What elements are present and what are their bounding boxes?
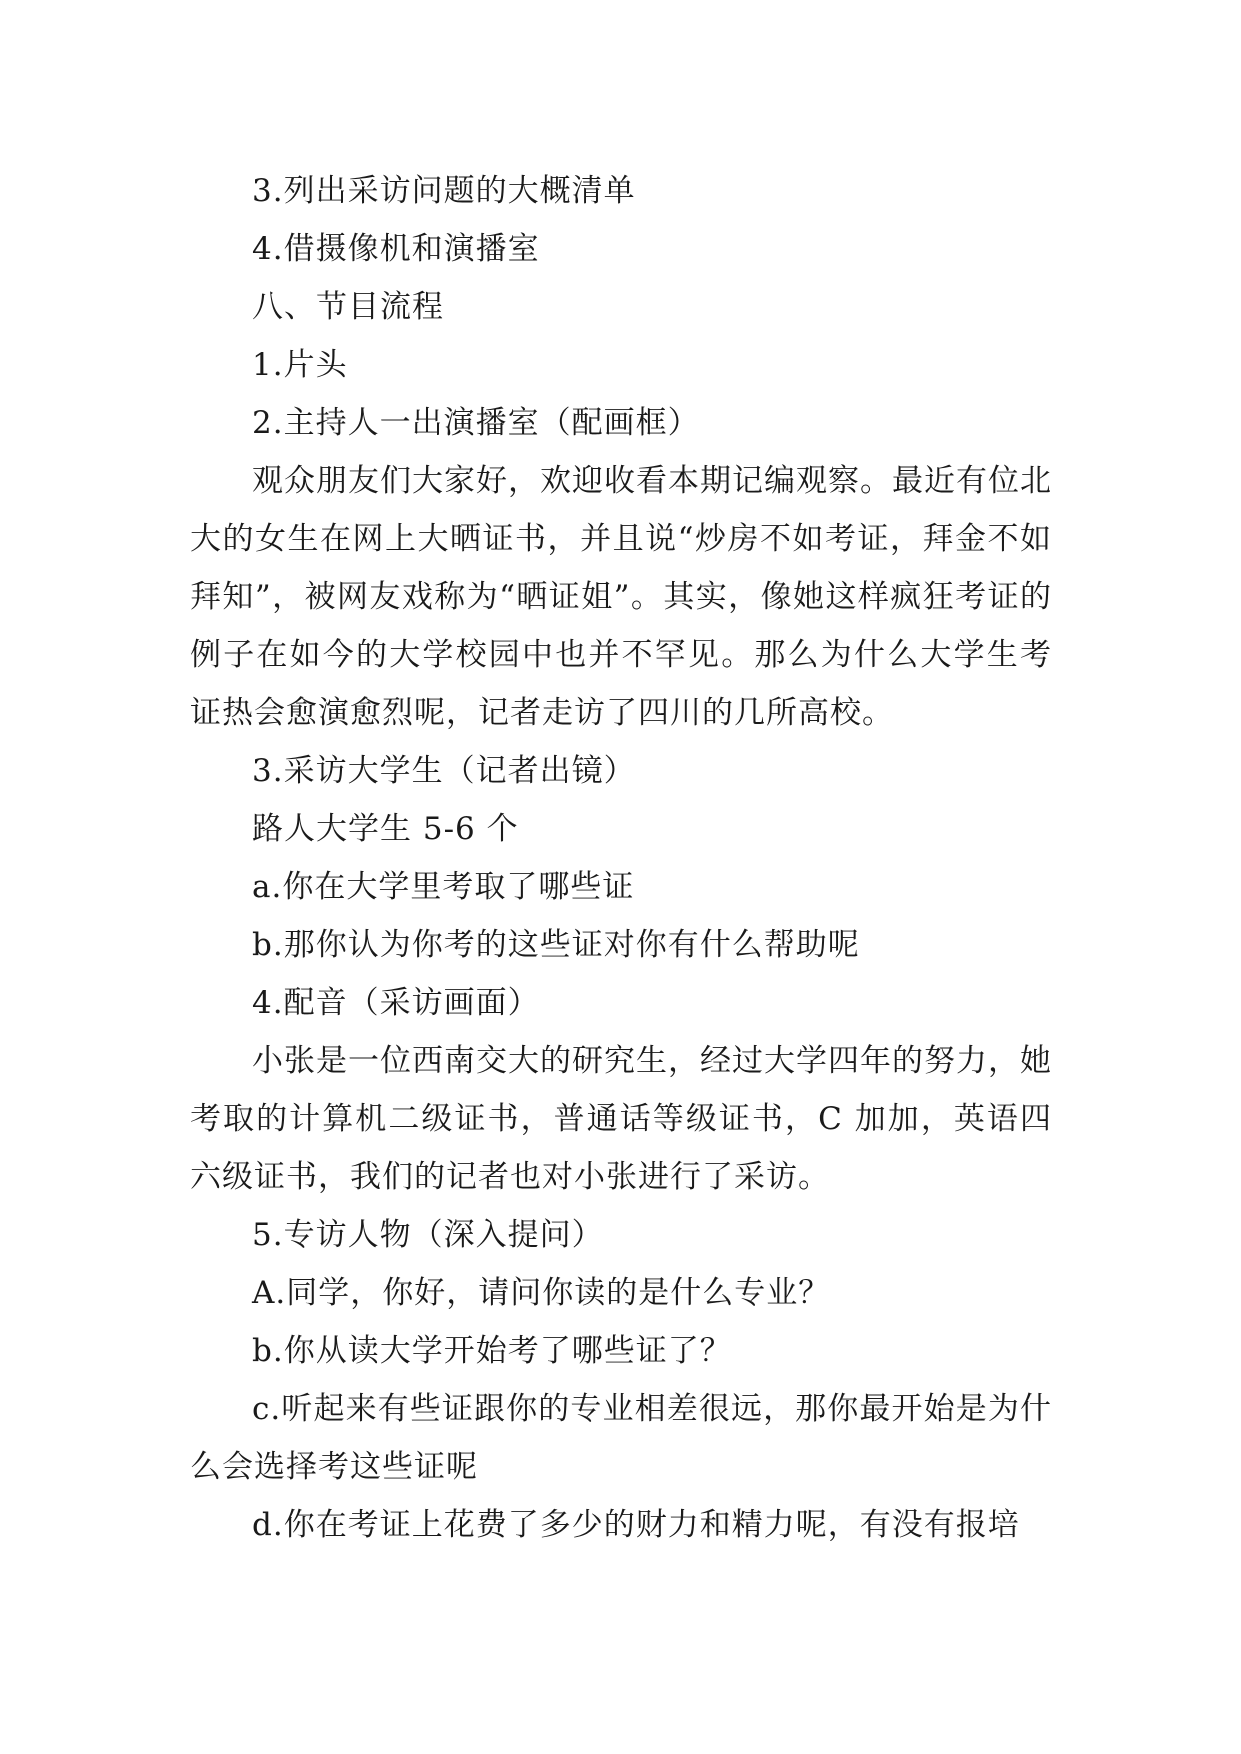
paragraph-flow-4: 4.配音（采访画面） xyxy=(252,985,540,1021)
paragraph-flow-1: 1.片头 xyxy=(252,347,348,383)
paragraph-interview-d: d.你在考证上花费了多少的财力和精力呢，有没有报培 xyxy=(252,1507,1020,1543)
paragraph-prep-3: 3.列出采访问题的大概清单 xyxy=(252,173,636,209)
paragraph-host-script: 观众朋友们大家好，欢迎收看本期记编观察。最近有位北大的女生在网上大晒证书，并且说“炒房不如考证，拜金不如拜知”，被网友戏称为“晒证姐”。其实，像她这样疯狂考证的例子在如今的大学校园中也并不罕见。那么为什么大学生考证热会愈演愈烈呢，记者走访了四川的几所高校。 xyxy=(190,463,1052,731)
paragraph-flow-2: 2.主持人一出演播室（配画框） xyxy=(252,405,700,441)
section-heading-program-flow: 八、节目流程 xyxy=(252,289,444,325)
paragraph-flow-5: 5.专访人物（深入提问） xyxy=(252,1217,604,1253)
paragraph-question-b: b.那你认为你考的这些证对你有什么帮助呢 xyxy=(252,927,860,963)
paragraph-interview-b: b.你从读大学开始考了哪些证了？ xyxy=(252,1333,732,1369)
paragraph-passersby: 路人大学生 5-6 个 xyxy=(252,811,519,847)
paragraph-voiceover-script: 小张是一位西南交大的研究生，经过大学四年的努力，她考取的计算机二级证书，普通话等级证书，C 加加，英语四六级证书，我们的记者也对小张进行了采访。 xyxy=(190,1043,1052,1195)
paragraph-interview-c: c.听起来有些证跟你的专业相差很远，那你最开始是为什么会选择考这些证呢 xyxy=(190,1391,1052,1485)
paragraph-prep-4: 4.借摄像机和演播室 xyxy=(252,231,540,267)
document-body xyxy=(190,162,1052,1554)
paragraph-interview-a: A.同学，你好，请问你读的是什么专业？ xyxy=(252,1275,831,1311)
paragraph-flow-3: 3.采访大学生（记者出镜） xyxy=(252,753,636,789)
paragraph-question-a: a.你在大学里考取了哪些证 xyxy=(252,869,635,905)
